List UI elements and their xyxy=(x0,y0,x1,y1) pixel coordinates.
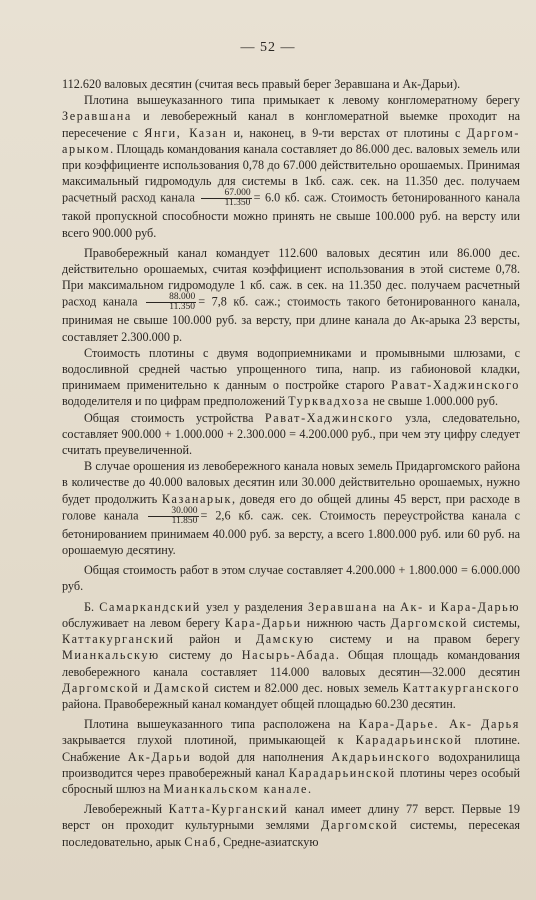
paragraph: Общая стоимость устройства Рават-Хаджинского узла, следовательно, составляет 900.000 + 1.000.000 + 2.300.000 = 4.200.000 руб., при чем эту цифру следует считать преувеличенной. xyxy=(62,410,520,458)
paragraph: Левобережный Катта-Курганский канал имеет длину 77 верст. Первые 19 верст он проходит культурными землями Даргомской системы, пересекая последовательно, арык Снаб, Средне-азиатскую xyxy=(62,802,521,849)
paragraph: Стоимость плотины с двумя водоприемниками и промывными шлюзами, с водосливной средней частью упрощенного типа, напр. из габионовой кладки, принимаем применительно к данным о постройке старого Рават-Хаджинского вододелителя и по цифрам предположений Турквадхоза не свыше 1.000.000 руб. xyxy=(62,345,520,409)
paragraph: Плотина вышеуказанного типа примыкает к левому конгломератному берегу Зеравшана и левобережный канал в конгломератной выемке проходит на пересечение с Янги, Казан и, наконец, в 9-ти верстах от плотины с Даргом-арыком. Площадь командования канала составляет до 86.000 дес. валовых земель или при коэффициенте использования 0,78 до 67.000 действительно орошаемых. Принимая максимальный гидромодуль для системы в 1кб. саж. сек. на 11.350 дес. получаем расчетный расход канала $\frac{67.000}{11.350}$ = 6.0 кб. саж. Стоимость бетонированного канала такой пропускной способности можно принять не свыше 100.000 руб. на версту или всего 900.000 руб. xyxy=(62,93,521,240)
fraction: $\frac{88.000}{11.350}$ xyxy=(146,293,196,312)
paragraph: Плотина вышеуказанного типа расположена на Кара-Дарье. Ак- Дарья закрывается глухой плотиной, примыкающей к Карадарьинской плотине. Снабжение Ак-Дарьи водой для наполнения Акдарьинского водохранилища производится через правобережный канал Карадарьинской плотины через особый сбросный шлюз на Мианкальском канале. xyxy=(62,717,521,796)
document-body xyxy=(62,76,520,850)
paragraph: Общая стоимость работ в этом случае составляет 4.200.000 + 1.800.000 = 6.000.000 руб. xyxy=(62,563,520,594)
paragraph: В случае орошения из левобережного канала новых земель Придаргомского района в количестве до 40.000 валовых десятин или 30.000 действительно орошаемых, нужно будет продолжить Казанарык, доведя его до общей длины 45 верст, при расходе в голове канала $\frac{30.000}{11.850}$ = 2,6 кб. саж. сек. Стоимость переустройства канала с бетонированием принимаем 40.000 руб. за версту, а всего 1.800.000 руб. или 60 руб. на орошаемую десятину. xyxy=(62,459,521,558)
paragraph: Б. Самаркандский узел у разделения Зеравшана на Ак- и Кара-Дарью обслуживает на левом берегу Кара-Дарьи нижнюю часть Даргомской системы, Каттакурганский район и Дамскую систему и на правом берегу Мианкальскую систему до Насырь-Абада. Общая площадь командования левобережного канала составляет 114.000 валовых десятин—32.000 десятин Даргомской и Дамской систем и 82.000 дес. новых земель Каттакурганского района. Правобережный канал командует общей площадью 60.230 десятин. xyxy=(62,599,521,711)
fraction: $\frac{30.000}{11.850}$ xyxy=(148,507,198,526)
paragraph: Правобережный канал командует 112.600 валовых десятин или 86.000 дес. действительно орошаемых, считая коэффициент использования в этой системе 0,78. При максимальном гидромодуле 1 кб. саж. в сек. на 11.350 дес. получаем расчетный расход канала $\frac{88.000}{11.350}$ = 7,8 кб. саж.; стоимость такого бетонированного канала, принимая не свыше 100.000 руб. за версту, при длине канала до Ак-арыка 23 версты, составляет 2.300.000 р. xyxy=(62,245,521,344)
paragraph: 112.620 валовых десятин (считая весь правый берег Зеравшана и Ак-Дарьи). xyxy=(62,77,461,91)
page-number: — 52 — xyxy=(240,40,296,55)
fraction: $\frac{67.000}{11.350}$ xyxy=(201,189,251,208)
